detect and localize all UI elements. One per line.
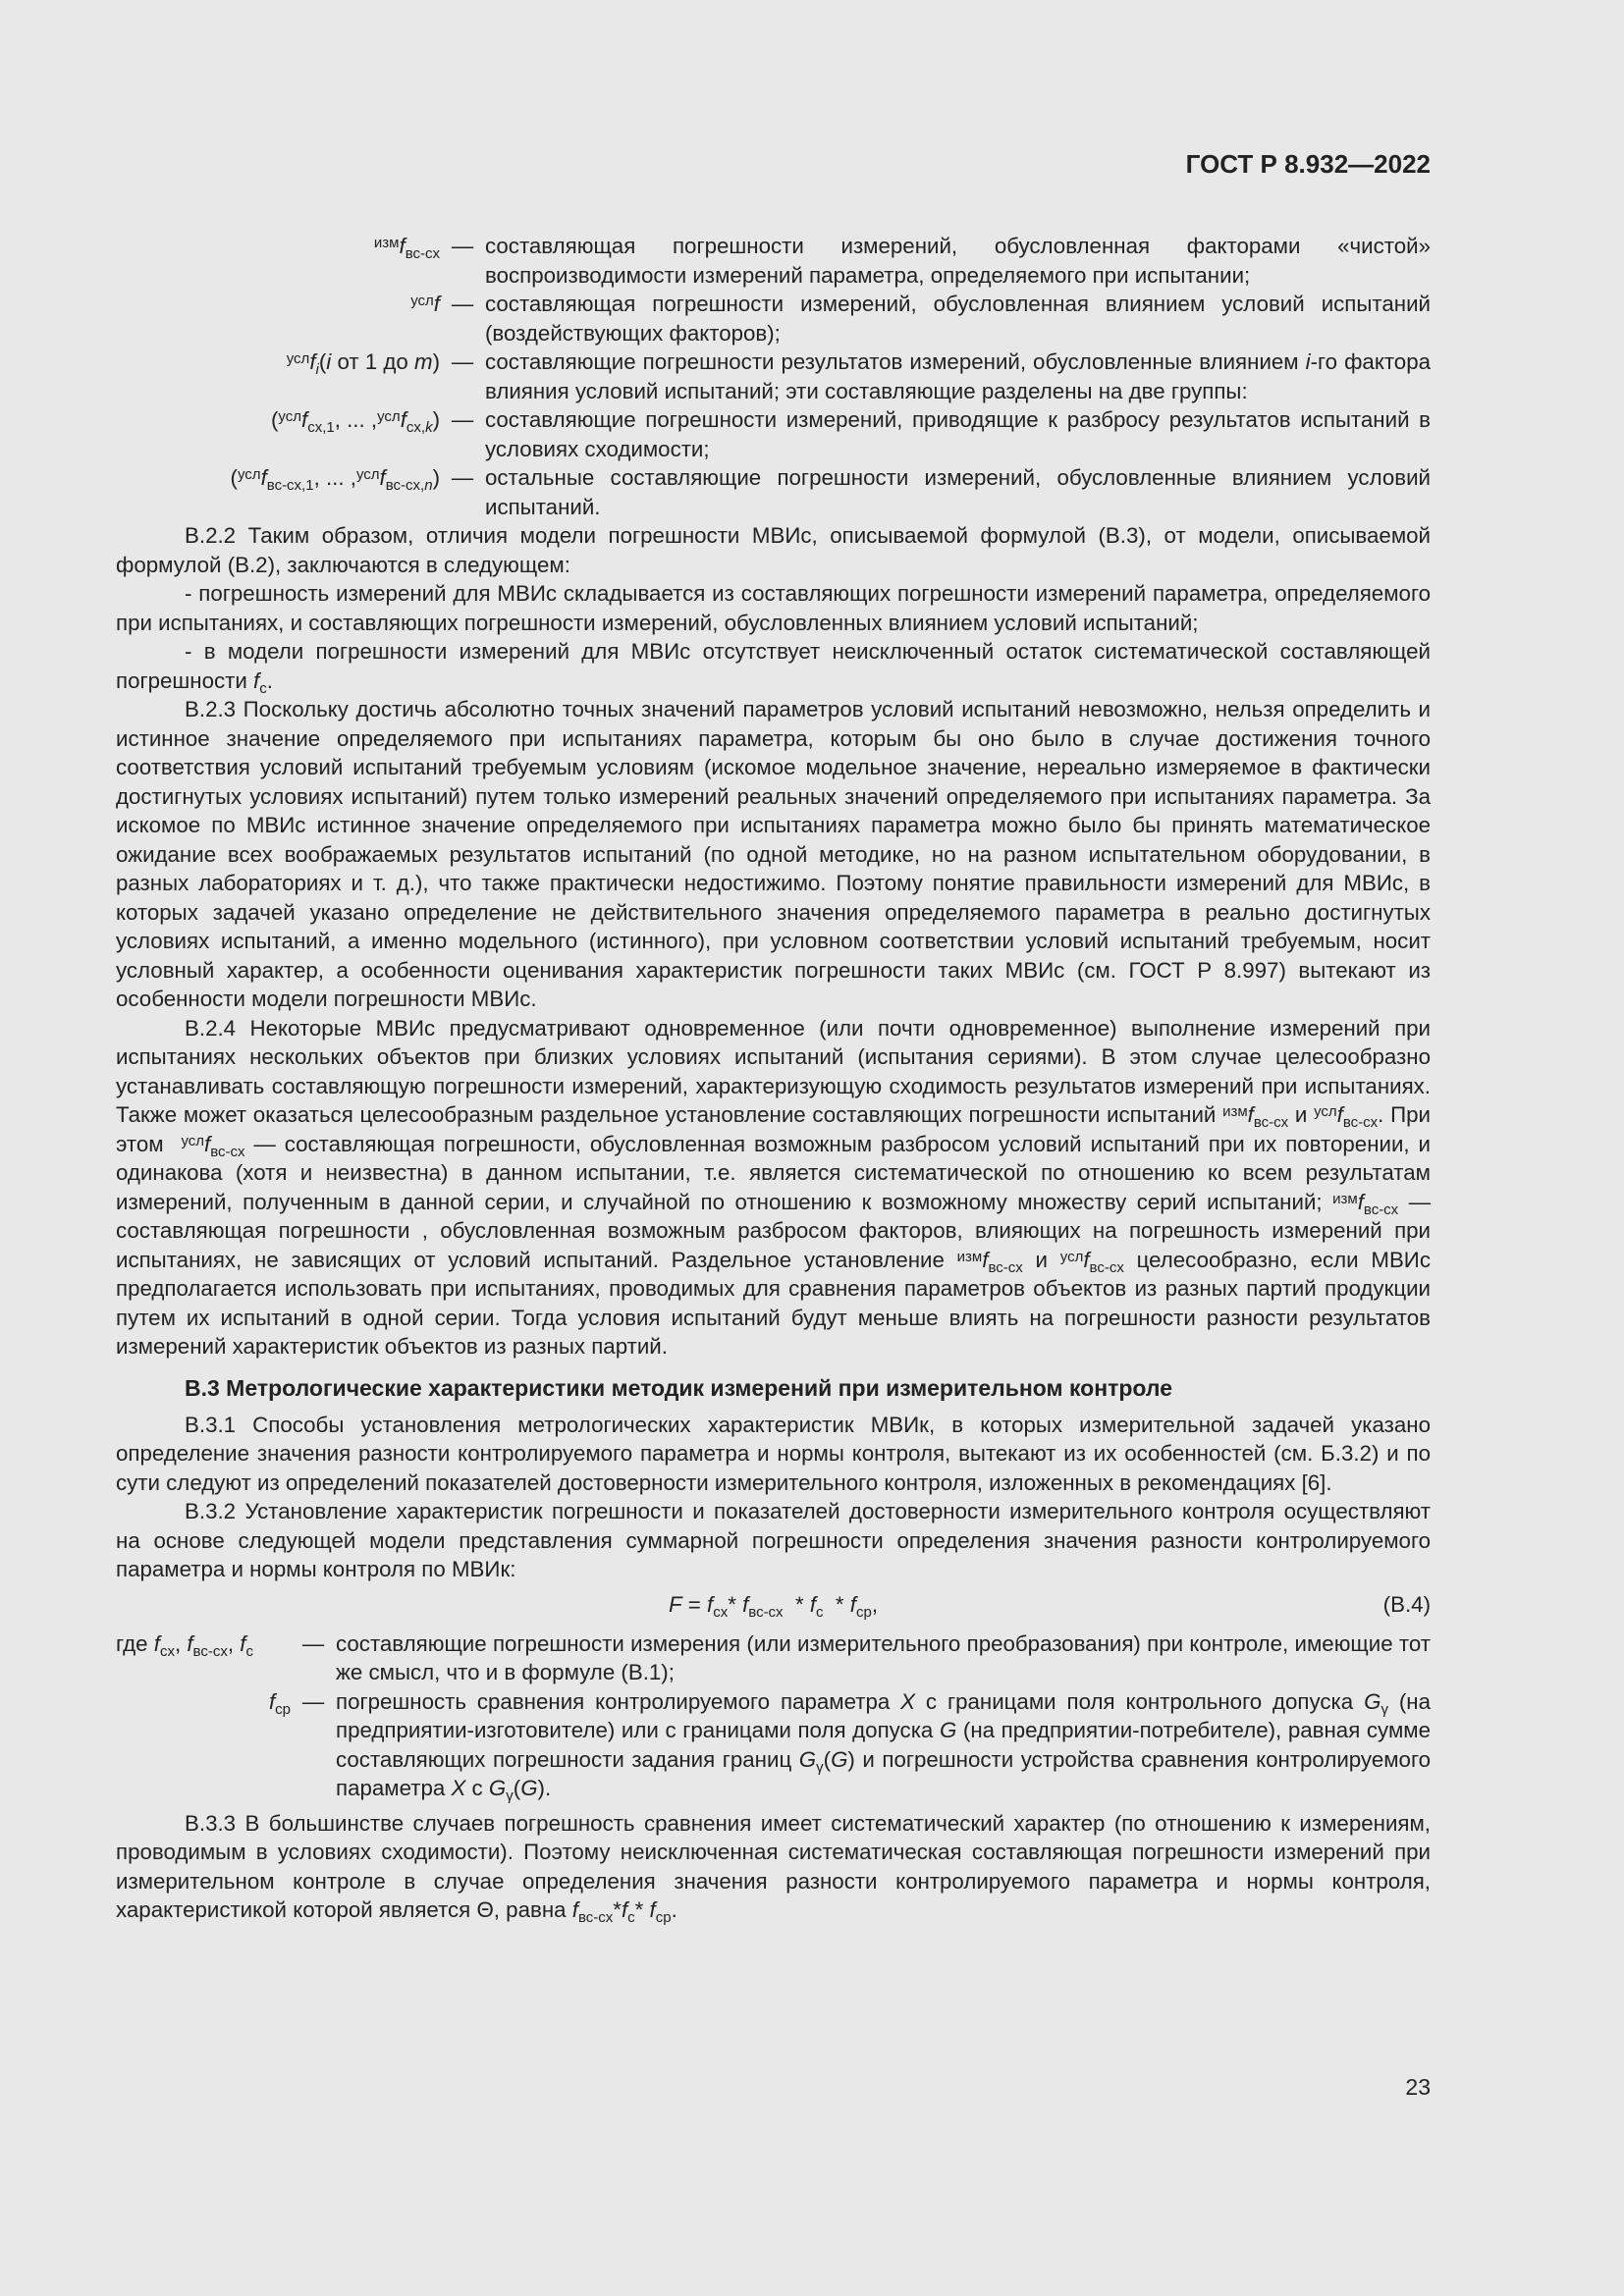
- paragraph-b24: В.2.4 Некоторые МВИс предусматривают одновременное (или почти одновременное) выполнение измерений при испытаниях нескольких объектов при близких условиях испытаний (испытания сериями). В этом случае целесообразно устанавливать составляющую погрешности измерений, характеризующую сходимость результатов измерений при испытаниях. Также может оказаться целесообразным раздельное установление составляющих погрешности испытаний $^{изм}f_{вс-сх}$ и $^{усл}f_{вс-сх}$. При этом $^{усл}f_{вс-сх}$ — составляющая погрешности, обусловленная возможным разбросом условий испытаний при их повторении, и одинакова (хотя и неизвестна) в данном испытании, т.е. является систематической по отношению ко всем результатам измерений, полученным в данной серии, и случайной по отношению к возможному множеству серий испытаний; $^{изм}f_{вс-сх}$ — составляющая погрешности , обусловленная возможным разбросом факторов, влияющих на погрешность измерений при испытаниях, не зависящих от условий испытаний. Раздельное установление $^{изм}f_{вс-сх}$ и $^{усл}f_{вс-сх}$ целесообразно, если МВИс предполагается использовать при испытаниях, проводимых для сравнения параметров объектов из разных партий продукции путем их испытаний в одной серии. Тогда условия испытаний будут меньше влиять на погрешности разности результатов измерений характеристик объектов из разных партий.: [116, 1015, 1431, 1359]
- page-number: 23: [1405, 2074, 1431, 2100]
- definition-text: погрешность сравнения контролируемого параметра X с границами поля контрольного допуска $G_\gamma$ (на предприятии-изготовителе) или с границами поля допуска G (на предприятии-потребителе), равная сумме составляющих погрешности задания границ $G_\gamma(G)$ и погрешности устройства сравнения контролируемого параметра X с $G_\gamma(G)$.: [336, 1688, 1432, 1804]
- paragraph-b23: В.2.3 Поскольку достичь абсолютно точных значений параметров условий испытаний невозможно, нельзя определить и истинное значение определяемого при испытаниях параметра, которым бы оно было в случае достижения точного соответствия условий испытаний требуемым условиям (искомое модельное значение, нереально измеряемое в фактически достигнутых условиях испытаний) путем только измерений реальных значений определяемого при испытаниях параметра. За искомое по МВИс истинное значение определяемого при испытаниях параметра можно было бы принять математическое ожидание всех воображаемых результатов испытаний (по одной методике, но на разном испытательном оборудовании, в разных лабораториях и т. д.), что также практически недостижимо. Поэтому понятие правильности измерений для МВИс, в которых задачей указано определение не действительного значения определяемого параметра в реально достигнутых условиях испытаний, а именно модельного (истинного), при условном соответствии условий испытаний требуемым, носит условный характер, а особенности оценивания характеристик погрешности таких МВИс (см. ГОСТ Р 8.997) вытекают из особенности модели погрешности МВИс.: [116, 697, 1431, 1011]
- definition-text: составляющая погрешности измерений, обусловленная факторами «чистой» воспроизводимости измерений параметра, определяемого при испытании;: [485, 234, 1431, 288]
- paragraph-b22: В.2.2 Таким образом, отличия модели погрешности МВИс, описываемой формулой (В.3), от модели, описываемой формулой (В.2), заключаются в следующем:: [116, 523, 1431, 577]
- definition-dash: —: [451, 292, 474, 316]
- page-content: [116, 232, 1431, 1925]
- paragraph-b33: В.3.3 В большинстве случаев погрешность сравнения имеет систематический характер (по отношению к измерениям, проводимым в условиях сходимости). Поэтому неисключенная систематическая составляющая погрешности измерений при измерительном контроле в случае определения значения разности контролируемого параметра и нормы контроля, характеристикой которой является Θ, равна $f_{вс-сх}*f_с*$ $f_{ср}$.: [116, 1810, 1431, 1926]
- definition-term: ($^{усл}f_{вс-сх,1}$, ... $,^{усл}f_{вс-сх,n}$): [230, 465, 440, 494]
- definition-row: [116, 463, 1431, 521]
- formula-number: (В.4): [1382, 1591, 1431, 1617]
- list-item: - в модели погрешности измерений для МВИс отсутствует неисключенный остаток систематической составляющей погрешности $f_с$.: [116, 639, 1431, 697]
- definition-row: [116, 1629, 1431, 1687]
- definition-term: $^{усл}$f: [410, 292, 440, 316]
- definition-dash: —: [451, 349, 474, 374]
- definition-text: составляющая погрешности измерений, обусловленная влиянием условий испытаний (воздействующих факторов);: [485, 292, 1431, 346]
- definition-term: $^{усл}f_i(i$ от 1 до m): [286, 349, 440, 378]
- definition-row: [116, 1687, 1431, 1803]
- section-heading-b3: В.3 Метрологические характеристики методик измерений при измерительном контроле: [185, 1374, 1172, 1401]
- definitions-list-2: [116, 1629, 1431, 1803]
- paragraph-b32: В.3.2 Установление характеристик погрешности и показателей достоверности измерительного контроля осуществляют на основе следующей модели представления суммарной погрешности определения значения разности контролируемого параметра и нормы контроля по МВИк:: [116, 1499, 1431, 1581]
- definition-row: [116, 232, 1431, 290]
- definition-row: [116, 405, 1431, 463]
- definition-dash: —: [301, 1630, 325, 1656]
- definition-text: составляющие погрешности результатов измерений, обусловленные влиянием i-го фактора влияния условий испытаний; эти составляющие разделены на две группы:: [485, 349, 1432, 403]
- definition-text: остальные составляющие погрешности измерений, обусловленные влиянием условий испытаний.: [485, 465, 1431, 519]
- paragraph-b31: В.3.1 Способы установления метрологических характеристик МВИк, в которых измерительной задачей указано определение значения разности контролируемого параметра и нормы контроля, вытекают из их особенностей (см. Б.3.2) и по сути следуют из определений показателей достоверности измерительного контроля, изложенных в рекомендациях [6].: [116, 1412, 1431, 1495]
- definition-term: $^{изм}f_{вс-сх}$: [373, 234, 440, 262]
- list-item: - погрешность измерений для МВИс складывается из составляющих погрешности измерений параметра, определяемого при испытаниях, и составляющих погрешности измерений, обусловленных влиянием условий испытаний;: [116, 581, 1431, 635]
- definition-dash: —: [451, 234, 474, 258]
- definition-term: $f_{ср}$: [268, 1688, 291, 1718]
- doc-header: ГОСТ Р 8.932—2022: [1185, 149, 1431, 179]
- formula-expression: $F = f_{сх}*$ $f_{вс-сх} * f_с * f_{ср}$,: [668, 1591, 879, 1621]
- definition-dash: —: [451, 407, 474, 432]
- definition-row: [116, 290, 1431, 347]
- definition-term: где $f_{сх}$, $f_{вс-сх}$, $f_с$: [116, 1630, 253, 1660]
- definition-text: составляющие погрешности измерений, приводящие к разбросу результатов испытаний в условиях сходимости;: [485, 407, 1431, 461]
- definition-term: ($^{усл}f_{сх,1}$, ... $,^{усл}f_{сх,k}$): [270, 407, 440, 436]
- definitions-list-1: [116, 232, 1431, 521]
- definition-row: [116, 347, 1431, 405]
- formula-b4: [116, 1590, 1431, 1620]
- definition-dash: —: [301, 1688, 325, 1714]
- definition-dash: —: [451, 465, 474, 490]
- definition-text: составляющие погрешности измерения (или измерительного преобразования) при контроле, имеющие тот же смысл, что и в формуле (В.1);: [336, 1630, 1431, 1684]
